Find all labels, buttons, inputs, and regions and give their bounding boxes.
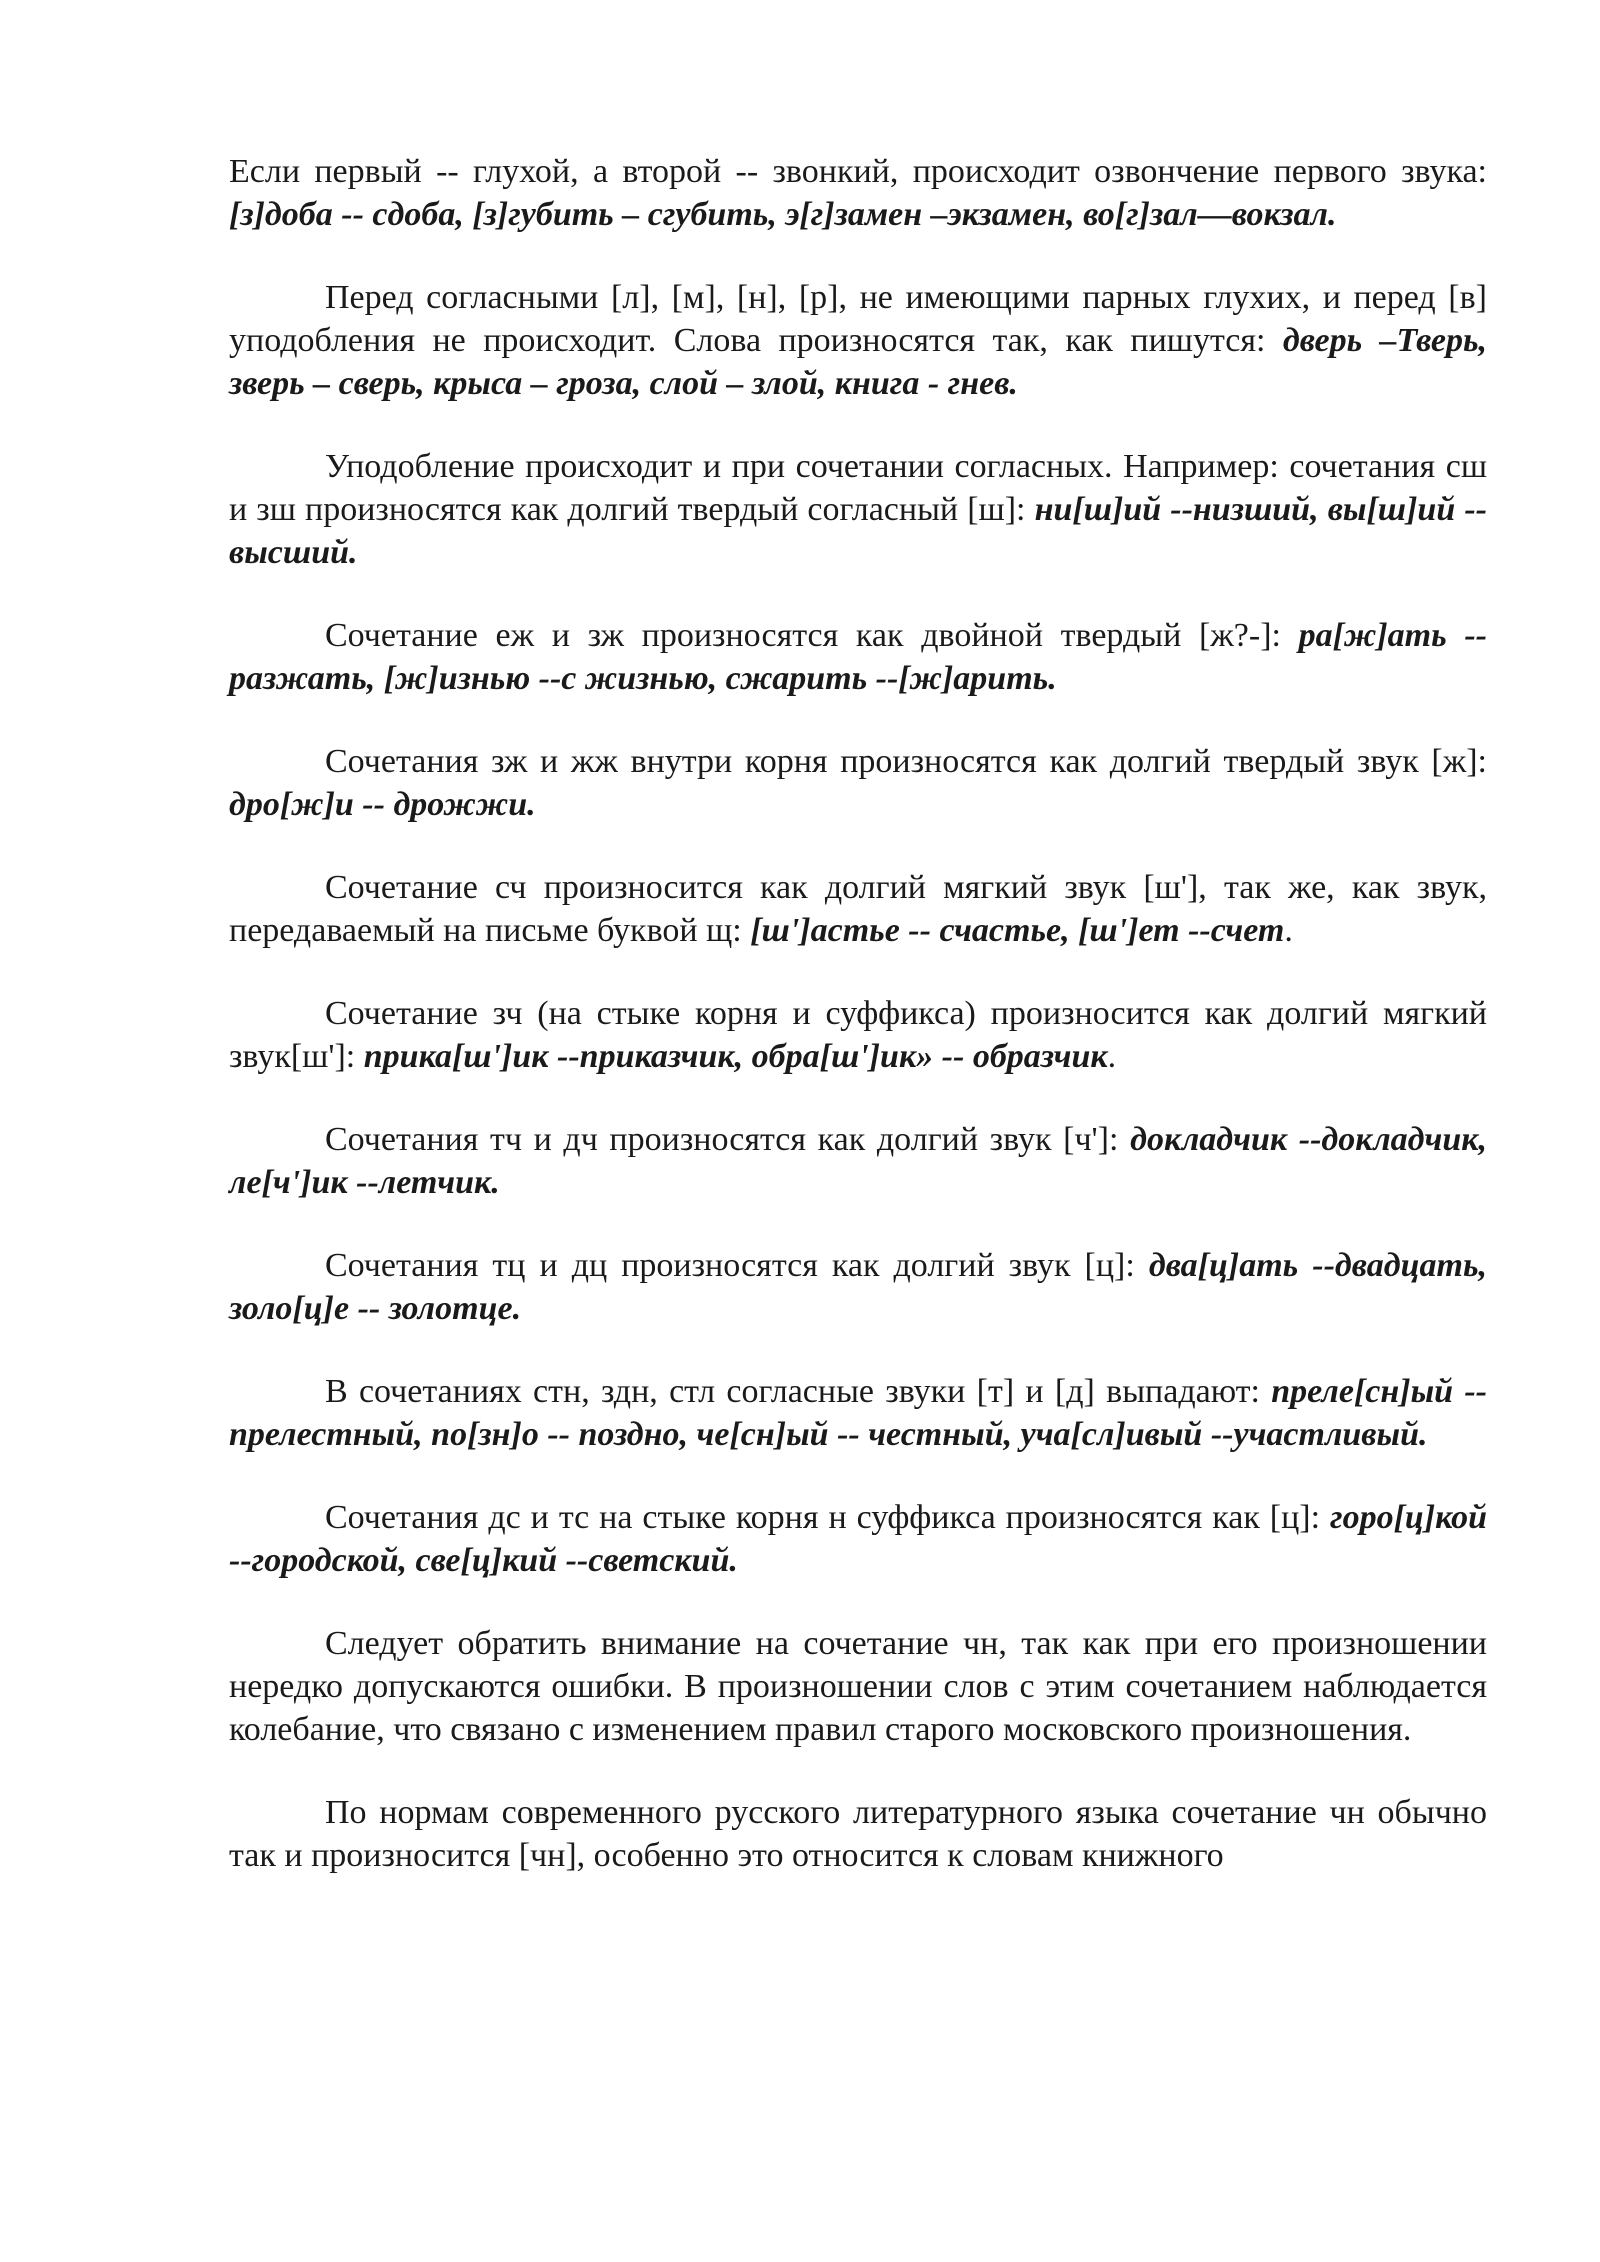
paragraph — [229, 150, 1487, 236]
paragraph — [229, 1496, 1487, 1582]
body-text: Сочетания тч и дч произносятся как долгий звук [ч']: — [325, 1121, 1131, 1158]
body-text: Сочетания тц и дц произносятся как долгий звук [ц]: — [325, 1247, 1149, 1284]
paragraph — [229, 1118, 1487, 1204]
paragraph — [229, 992, 1487, 1078]
paragraph — [229, 445, 1487, 574]
body-text: . — [1107, 1038, 1117, 1075]
paragraph — [229, 1370, 1487, 1456]
body-text: Перед согласными [л], [м], [н], [р], не имеющими парных глухих, и перед [в] уподобления не происходит. Слова произносятся так, как пишутся: — [229, 279, 1487, 359]
example-text: дро[ж]и -- дрожжи. — [229, 786, 536, 823]
body-text: Сочетания дс и тс на стыке корня н суффикса произносятся как [ц]: — [325, 1499, 1331, 1536]
body-text: В сочетаниях стн, здн, стл согласные звуки [т] и [д] выпадают: — [325, 1373, 1272, 1410]
body-text: Сочетание сч произносится как долгий мягкий звук [ш'], так же, как звук, передаваемый на письме буквой щ: — [229, 869, 1487, 949]
paragraph — [229, 276, 1487, 405]
body-text: Сочетание зч (на стыке корня и суффикса) произносится как долгий мягкий звук[ш']: — [229, 995, 1487, 1075]
body-text: . — [1284, 912, 1293, 949]
example-text: докладчик --докладчик, ле[ч']ик --летчик. — [229, 1121, 1488, 1201]
example-text: два[ц]ать --двадцать, золо[ц]е -- золотце. — [229, 1247, 1487, 1327]
paragraph — [229, 1244, 1487, 1330]
body-text: По нормам современного русского литературного языка сочетание чн обычно так и произносится [чн], особенно это относится к словам книжного — [229, 1794, 1487, 1874]
body-text: Уподобление происходит и при сочетании согласных. Например: сочетания сш и зш произносятся как долгий твердый согласный [ш]: — [229, 448, 1487, 528]
document-text-body — [229, 150, 1487, 1917]
example-text: [з]доба -- сдоба, [з]губить – сгубить, э[г]замен –экзамен, во[г]зал—вокзал. — [229, 196, 1337, 233]
example-text: ра[ж]ать --разжать, [ж]изнью --с жизнью, сжарить --[ж]арить. — [229, 617, 1487, 697]
example-text: [ш']астье -- счастье, [ш']ет --счет — [750, 912, 1285, 949]
example-text: преле[сн]ый -- прелестный, по[зн]о -- поздно, че[сн]ый -- честный, уча[сл]ивый --участливый. — [229, 1373, 1488, 1453]
paragraph — [229, 614, 1487, 700]
body-text: Следует обратить внимание на сочетание чн, так как при его произношении нередко допускаются ошибки. В произношении слов с этим сочетанием наблюдается колебание, что связано с изменением правил старого московского произношения. — [229, 1625, 1487, 1748]
paragraph — [229, 1791, 1487, 1877]
paragraph — [229, 1622, 1487, 1751]
body-text: Если первый -- глухой, а второй -- звонкий, происходит озвончение первого звука: — [229, 153, 1487, 190]
example-text: ни[ш]ий --низший, вы[ш]ий --высший. — [229, 491, 1487, 571]
example-text: дверь –Тверь, зверь – сверь, крыса – гроза, слой – злой, книга - гнев. — [229, 322, 1487, 402]
paragraph — [229, 866, 1487, 952]
example-text: прика[ш']ик --приказчик, обра[ш']ик» -- образчик — [363, 1038, 1108, 1075]
paragraph — [229, 740, 1487, 826]
body-text: Сочетания зж и жж внутри корня произносятся как долгий твердый звук [ж]: — [325, 743, 1487, 780]
example-text: горо[ц]кой --городской, све[ц]кий --светский. — [229, 1499, 1487, 1579]
body-text: Сочетание еж и зж произносятся как двойной твердый [ж?-]: — [325, 617, 1299, 654]
